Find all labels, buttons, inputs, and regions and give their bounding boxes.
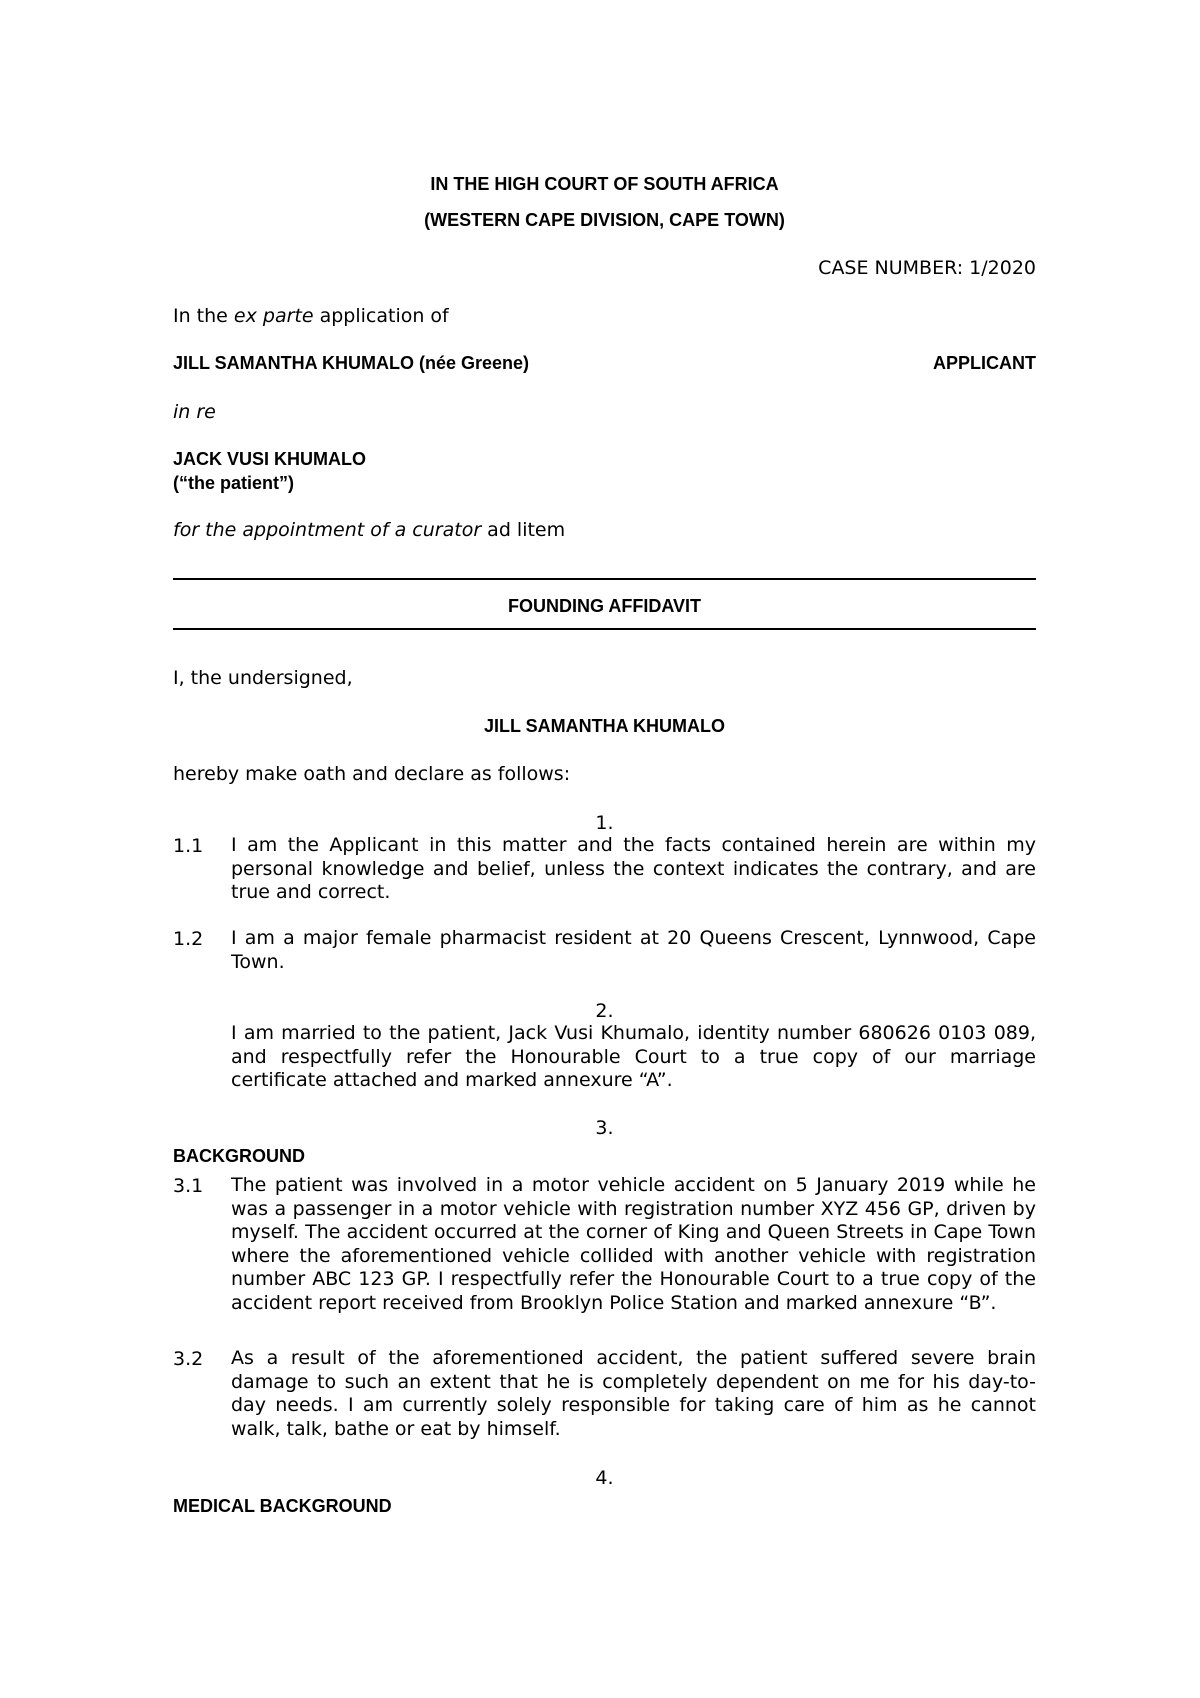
paragraph-text: I am a major female pharmacist resident at 20 Queens Crescent, Lynnwood, Cape Town. [231,927,1036,973]
paragraph-number: 1.2 [173,928,204,950]
paragraph-number: 3.1 [173,1175,204,1197]
paragraph-text: I am the Applicant in this matter and the facts contained herein are within my personal knowledge and belief, unless the context indicates the contrary, and are true and correct. [231,834,1036,903]
document-title: FOUNDING AFFIDAVIT [508,596,701,616]
court-division: (WESTERN CAPE DIVISION, CAPE TOWN) [424,210,785,230]
paragraph-number: 3.2 [173,1348,204,1370]
deponent-name: JILL SAMANTHA KHUMALO [484,716,725,736]
patient-name: JACK VUSI KHUMALO [173,449,367,469]
divider-top [173,578,1036,580]
paragraph-text: As a result of the aforementioned accident, the patient suffered severe brain damage to such an extent that he is completely dependent on me for his day-to-day needs. I am currently solely responsible for taking care of him as he cannot walk, talk, bathe or eat by himself. [231,1347,1036,1440]
paragraph-text: I am married to the patient, Jack Vusi Khumalo, identity number 680626 0103 089, and respectfully refer the Honourable Court to a true copy of our marriage certificate attached and marked annexure “A”. [231,1022,1036,1091]
intro-line [173,305,449,327]
purpose-plain: ad litem [481,519,566,541]
in-re [173,401,216,423]
court-name: IN THE HIGH COURT OF SOUTH AFRICA [430,174,779,194]
divider-bottom [173,628,1036,630]
intro-pre: In the [173,305,234,327]
section-number: 2. [595,1000,614,1022]
in-re-text: in re [173,401,216,423]
patient-label: (“the patient”) [173,473,294,493]
case-number: CASE NUMBER: 1/2020 [818,257,1036,279]
purpose-line [173,519,565,541]
paragraph-text: The patient was involved in a motor vehicle accident on 5 January 2019 while he was a passenger in a motor vehicle with registration number XYZ 456 GP, driven by myself. The accident occurred at the corner of King and Queen Streets in Cape Town where the aforementioned vehicle collided with another vehicle with registration number ABC 123 GP. I respectfully refer the Honourable Court to a true copy of the accident report received from Brooklyn Police Station and marked annexure “B”. [231,1174,1036,1314]
intro-italic: ex parte [233,305,314,327]
applicant-role: APPLICANT [933,353,1036,373]
applicant-name: JILL SAMANTHA KHUMALO (née Greene) [173,353,530,373]
intro-post: application of [313,305,449,327]
oath-line: hereby make oath and declare as follows: [173,763,571,785]
section-heading: BACKGROUND [173,1146,305,1166]
purpose-italic: for the appointment of a curator [173,519,482,541]
section-heading: MEDICAL BACKGROUND [173,1496,392,1516]
undersigned-line: I, the undersigned, [173,667,353,689]
section-number: 4. [595,1467,614,1489]
section-number: 1. [595,812,614,834]
section-number: 3. [595,1117,614,1139]
paragraph-number: 1.1 [173,835,204,857]
